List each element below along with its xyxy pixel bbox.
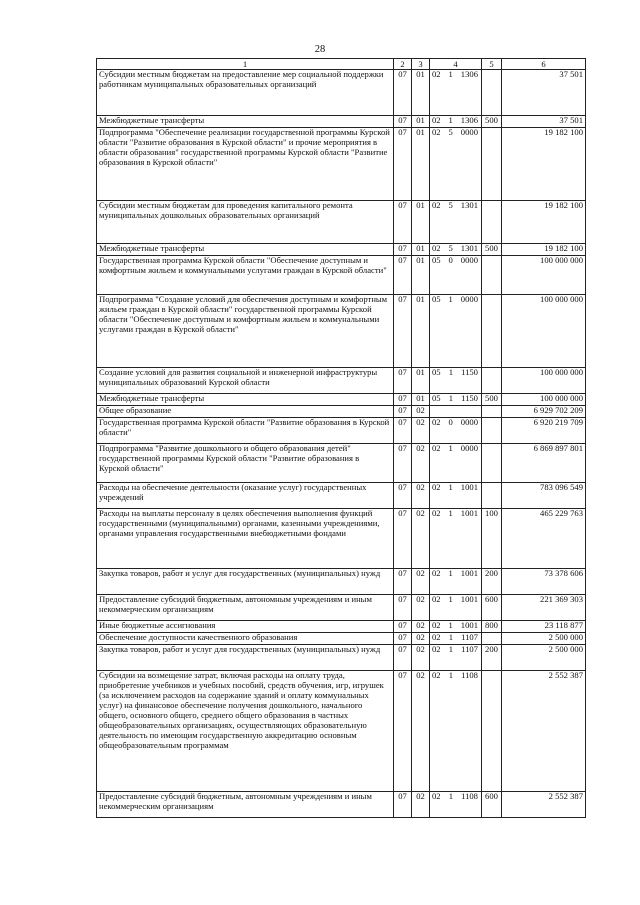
row-amount: 100 000 000 bbox=[502, 368, 586, 394]
row-amount: 37 501 bbox=[502, 70, 586, 116]
row-subsection-code: 01 bbox=[412, 70, 430, 116]
row-target-code bbox=[430, 444, 482, 483]
row-name: Межбюджетные трансферты bbox=[97, 116, 394, 128]
row-amount: 19 182 100 bbox=[502, 201, 586, 244]
row-target-code bbox=[430, 201, 482, 244]
target-code-program: 02 bbox=[432, 69, 441, 79]
row-expense-type: 800 bbox=[482, 621, 502, 633]
row-subsection-code: 01 bbox=[412, 368, 430, 394]
target-code-direction: 1001 bbox=[460, 620, 478, 630]
row-target-code bbox=[430, 256, 482, 295]
target-code-subprogram: 1 bbox=[448, 791, 453, 801]
target-code-direction: 0000 bbox=[460, 294, 478, 304]
row-expense-type: 600 bbox=[482, 792, 502, 818]
budget-table bbox=[96, 58, 586, 818]
row-target-code bbox=[430, 792, 482, 818]
row-name: Расходы на обеспечение деятельности (оказание услуг) государственных учреждений bbox=[97, 483, 394, 509]
row-section-code: 07 bbox=[394, 116, 412, 128]
target-code-direction: 1306 bbox=[460, 115, 478, 125]
row-target-code bbox=[430, 295, 482, 368]
row-subsection-code: 02 bbox=[412, 406, 430, 418]
target-code-program: 05 bbox=[432, 393, 441, 403]
row-expense-type: 500 bbox=[482, 394, 502, 406]
target-code-program: 02 bbox=[432, 632, 441, 642]
row-subsection-code: 01 bbox=[412, 295, 430, 368]
row-name: Субсидии на возмещение затрат, включая расходы на оплату труда, приобретение учебников и учебных пособий, средств обучения, игр, игрушек (за исключением расходов на содержание зданий и оплату коммунальных услуг) на финансовое обеспечение получения дошкольного, начального общего, основного общего, среднего общего образования в частных общеобразовательных организациях, осуществляющих образовательную деятельность по имеющим государственную аккредитацию основным общеобразовательным программам bbox=[97, 671, 394, 792]
row-amount: 19 182 100 bbox=[502, 128, 586, 201]
target-code-subprogram: 5 bbox=[448, 243, 453, 253]
target-code-direction: 1306 bbox=[460, 69, 478, 79]
row-section-code: 07 bbox=[394, 792, 412, 818]
row-section-code: 07 bbox=[394, 201, 412, 244]
target-code-subprogram: 1 bbox=[448, 69, 453, 79]
row-subsection-code: 01 bbox=[412, 394, 430, 406]
target-code-program: 05 bbox=[432, 294, 441, 304]
row-subsection-code: 02 bbox=[412, 621, 430, 633]
row-target-code bbox=[430, 418, 482, 444]
column-number-header-row bbox=[97, 59, 586, 70]
table-row bbox=[97, 569, 586, 595]
target-code-subprogram: 1 bbox=[448, 115, 453, 125]
row-amount: 37 501 bbox=[502, 116, 586, 128]
row-expense-type bbox=[482, 418, 502, 444]
row-expense-type bbox=[482, 483, 502, 509]
target-code-direction: 1301 bbox=[460, 200, 478, 210]
row-amount: 6 869 897 801 bbox=[502, 444, 586, 483]
row-section-code: 07 bbox=[394, 444, 412, 483]
row-section-code: 07 bbox=[394, 406, 412, 418]
table-row bbox=[97, 406, 586, 418]
table-row bbox=[97, 70, 586, 116]
target-code-program: 02 bbox=[432, 670, 441, 680]
row-name: Субсидии местным бюджетам для проведения капитального ремонта муниципальных дошкольных образовательных организаций bbox=[97, 201, 394, 244]
row-subsection-code: 02 bbox=[412, 444, 430, 483]
target-code-direction: 0000 bbox=[460, 255, 478, 265]
row-section-code: 07 bbox=[394, 671, 412, 792]
target-code-direction: 1108 bbox=[461, 670, 478, 680]
row-target-code bbox=[430, 394, 482, 406]
target-code-direction: 1001 bbox=[460, 482, 478, 492]
table-row bbox=[97, 116, 586, 128]
row-expense-type: 600 bbox=[482, 595, 502, 621]
row-expense-type bbox=[482, 671, 502, 792]
row-target-code bbox=[430, 483, 482, 509]
target-code-subprogram: 1 bbox=[448, 620, 453, 630]
table-row bbox=[97, 128, 586, 201]
row-subsection-code: 02 bbox=[412, 671, 430, 792]
row-section-code: 07 bbox=[394, 483, 412, 509]
target-code-direction: 1107 bbox=[461, 644, 478, 654]
table-row bbox=[97, 201, 586, 244]
target-code-program: 02 bbox=[432, 508, 441, 518]
row-section-code: 07 bbox=[394, 394, 412, 406]
target-code-subprogram: 0 bbox=[448, 255, 453, 265]
target-code-direction: 1001 bbox=[460, 568, 478, 578]
table-row bbox=[97, 792, 586, 818]
row-expense-type bbox=[482, 444, 502, 483]
row-amount: 19 182 100 bbox=[502, 244, 586, 256]
row-subsection-code: 01 bbox=[412, 116, 430, 128]
table-row bbox=[97, 394, 586, 406]
row-expense-type bbox=[482, 633, 502, 645]
table-row bbox=[97, 368, 586, 394]
target-code-program: 02 bbox=[432, 443, 441, 453]
row-subsection-code: 02 bbox=[412, 509, 430, 569]
row-subsection-code: 02 bbox=[412, 792, 430, 818]
row-section-code: 07 bbox=[394, 595, 412, 621]
row-target-code bbox=[430, 633, 482, 645]
row-amount: 73 378 606 bbox=[502, 569, 586, 595]
row-target-code bbox=[430, 509, 482, 569]
table-row bbox=[97, 444, 586, 483]
row-target-code bbox=[430, 569, 482, 595]
row-name: Государственная программа Курской области "Развитие образования в Курской области" bbox=[97, 418, 394, 444]
table-row bbox=[97, 256, 586, 295]
row-name: Межбюджетные трансферты bbox=[97, 244, 394, 256]
row-section-code: 07 bbox=[394, 368, 412, 394]
target-code-program: 02 bbox=[432, 417, 441, 427]
row-expense-type bbox=[482, 201, 502, 244]
row-amount: 2 552 387 bbox=[502, 671, 586, 792]
target-code-program: 02 bbox=[432, 482, 441, 492]
row-target-code bbox=[430, 595, 482, 621]
target-code-subprogram: 1 bbox=[448, 670, 453, 680]
row-name: Межбюджетные трансферты bbox=[97, 394, 394, 406]
row-subsection-code: 01 bbox=[412, 128, 430, 201]
target-code-direction: 1107 bbox=[461, 632, 478, 642]
row-name: Общее образование bbox=[97, 406, 394, 418]
row-subsection-code: 01 bbox=[412, 256, 430, 295]
target-code-program: 02 bbox=[432, 243, 441, 253]
row-section-code: 07 bbox=[394, 645, 412, 671]
row-subsection-code: 02 bbox=[412, 569, 430, 595]
row-amount: 2 552 387 bbox=[502, 792, 586, 818]
row-name: Закупка товаров, работ и услуг для государственных (муниципальных) нужд bbox=[97, 569, 394, 595]
row-name: Субсидии местным бюджетам на предоставление мер социальной поддержки работникам муниципальных образовательных организаций bbox=[97, 70, 394, 116]
row-name: Обеспечение доступности качественного образования bbox=[97, 633, 394, 645]
target-code-program: 02 bbox=[432, 791, 441, 801]
target-code-subprogram: 5 bbox=[448, 200, 453, 210]
row-subsection-code: 02 bbox=[412, 483, 430, 509]
target-code-subprogram: 1 bbox=[448, 443, 453, 453]
row-target-code bbox=[430, 645, 482, 671]
row-subsection-code: 02 bbox=[412, 645, 430, 671]
row-name: Закупка товаров, работ и услуг для государственных (муниципальных) нужд bbox=[97, 645, 394, 671]
row-subsection-code: 02 bbox=[412, 595, 430, 621]
target-code-subprogram: 1 bbox=[448, 393, 453, 403]
row-target-code bbox=[430, 406, 482, 418]
row-expense-type: 200 bbox=[482, 569, 502, 595]
target-code-program: 02 bbox=[432, 200, 441, 210]
row-section-code: 07 bbox=[394, 295, 412, 368]
target-code-subprogram: 1 bbox=[448, 568, 453, 578]
table-row bbox=[97, 418, 586, 444]
row-amount: 2 500 000 bbox=[502, 645, 586, 671]
row-section-code: 07 bbox=[394, 128, 412, 201]
table-row bbox=[97, 633, 586, 645]
table-row bbox=[97, 671, 586, 792]
row-expense-type bbox=[482, 295, 502, 368]
table-row bbox=[97, 509, 586, 569]
row-amount: 221 369 303 bbox=[502, 595, 586, 621]
row-expense-type bbox=[482, 128, 502, 201]
row-target-code bbox=[430, 244, 482, 256]
target-code-program: 05 bbox=[432, 367, 441, 377]
row-name: Подпрограмма "Развитие дошкольного и общего образования детей" государственной программы Курской области "Развитие образования в Курской области" bbox=[97, 444, 394, 483]
row-section-code: 07 bbox=[394, 70, 412, 116]
target-code-direction: 1150 bbox=[461, 393, 478, 403]
row-section-code: 07 bbox=[394, 418, 412, 444]
column-header: 1 bbox=[97, 59, 394, 70]
row-section-code: 07 bbox=[394, 509, 412, 569]
row-amount: 6 920 219 709 bbox=[502, 418, 586, 444]
column-header: 6 bbox=[502, 59, 586, 70]
row-amount: 100 000 000 bbox=[502, 394, 586, 406]
row-section-code: 07 bbox=[394, 256, 412, 295]
row-amount: 100 000 000 bbox=[502, 256, 586, 295]
target-code-subprogram: 1 bbox=[448, 508, 453, 518]
table-row bbox=[97, 621, 586, 633]
row-expense-type bbox=[482, 368, 502, 394]
row-section-code: 07 bbox=[394, 633, 412, 645]
target-code-direction: 0000 bbox=[460, 127, 478, 137]
table-row bbox=[97, 295, 586, 368]
table-row bbox=[97, 595, 586, 621]
row-amount: 23 118 877 bbox=[502, 621, 586, 633]
row-amount: 2 500 000 bbox=[502, 633, 586, 645]
target-code-subprogram: 0 bbox=[448, 417, 453, 427]
target-code-subprogram: 1 bbox=[448, 594, 453, 604]
row-expense-type bbox=[482, 70, 502, 116]
table-row bbox=[97, 244, 586, 256]
target-code-subprogram: 1 bbox=[448, 632, 453, 642]
page-number: 28 bbox=[314, 44, 326, 55]
row-section-code: 07 bbox=[394, 244, 412, 256]
target-code-program: 02 bbox=[432, 568, 441, 578]
target-code-direction: 1150 bbox=[461, 367, 478, 377]
row-amount: 6 929 702 209 bbox=[502, 406, 586, 418]
row-target-code bbox=[430, 621, 482, 633]
row-expense-type bbox=[482, 406, 502, 418]
table-row bbox=[97, 483, 586, 509]
target-code-program: 05 bbox=[432, 255, 441, 265]
row-name: Иные бюджетные ассигнования bbox=[97, 621, 394, 633]
row-name: Предоставление субсидий бюджетным, автономным учреждениям и иным некоммерческим организациям bbox=[97, 595, 394, 621]
row-name: Подпрограмма "Обеспечение реализации государственной программы Курской области "Развитие образования в Курской области" и прочие мероприятия в области образования" государственной программы Курской области "Развитие образования в Курской области" bbox=[97, 128, 394, 201]
target-code-direction: 1001 bbox=[460, 508, 478, 518]
row-name: Государственная программа Курской области "Обеспечение доступным и комфортным жильем и коммунальными услугами граждан в Курской области" bbox=[97, 256, 394, 295]
row-name: Создание условий для развития социальной и инженерной инфраструктуры муниципальных образований Курской области bbox=[97, 368, 394, 394]
row-expense-type: 100 bbox=[482, 509, 502, 569]
row-target-code bbox=[430, 128, 482, 201]
target-code-subprogram: 1 bbox=[448, 367, 453, 377]
row-amount: 465 229 763 bbox=[502, 509, 586, 569]
column-header: 4 bbox=[430, 59, 482, 70]
column-header: 5 bbox=[482, 59, 502, 70]
target-code-program: 02 bbox=[432, 644, 441, 654]
row-name: Предоставление субсидий бюджетным, автономным учреждениям и иным некоммерческим организациям bbox=[97, 792, 394, 818]
column-header: 3 bbox=[412, 59, 430, 70]
row-subsection-code: 02 bbox=[412, 633, 430, 645]
target-code-subprogram: 1 bbox=[448, 644, 453, 654]
row-target-code bbox=[430, 671, 482, 792]
target-code-program: 02 bbox=[432, 127, 441, 137]
row-expense-type: 500 bbox=[482, 244, 502, 256]
target-code-direction: 0000 bbox=[460, 443, 478, 453]
row-section-code: 07 bbox=[394, 621, 412, 633]
row-amount: 100 000 000 bbox=[502, 295, 586, 368]
row-section-code: 07 bbox=[394, 569, 412, 595]
row-name: Расходы на выплаты персоналу в целях обеспечения выполнения функций государственными (муниципальными) органами, казенными учреждениями, органами управления государственными внебюджетными фондами bbox=[97, 509, 394, 569]
target-code-direction: 1301 bbox=[460, 243, 478, 253]
target-code-subprogram: 5 bbox=[448, 127, 453, 137]
row-target-code bbox=[430, 368, 482, 394]
row-expense-type: 500 bbox=[482, 116, 502, 128]
target-code-program: 02 bbox=[432, 115, 441, 125]
row-expense-type: 200 bbox=[482, 645, 502, 671]
row-subsection-code: 02 bbox=[412, 418, 430, 444]
column-header: 2 bbox=[394, 59, 412, 70]
row-subsection-code: 01 bbox=[412, 244, 430, 256]
target-code-direction: 0000 bbox=[460, 417, 478, 427]
table-row bbox=[97, 645, 586, 671]
row-expense-type bbox=[482, 256, 502, 295]
target-code-program: 02 bbox=[432, 620, 441, 630]
row-subsection-code: 01 bbox=[412, 201, 430, 244]
target-code-subprogram: 1 bbox=[448, 294, 453, 304]
target-code-direction: 1108 bbox=[461, 791, 478, 801]
row-name: Подпрограмма "Создание условий для обеспечения доступным и комфортным жильем граждан в Курской области" государственной программы Курской области "Обеспечение доступным и комфортным жильем и коммунальными услугами граждан в Курской области" bbox=[97, 295, 394, 368]
target-code-direction: 1001 bbox=[460, 594, 478, 604]
row-target-code bbox=[430, 116, 482, 128]
row-target-code bbox=[430, 70, 482, 116]
target-code-subprogram: 1 bbox=[448, 482, 453, 492]
target-code-program: 02 bbox=[432, 594, 441, 604]
row-amount: 783 096 549 bbox=[502, 483, 586, 509]
